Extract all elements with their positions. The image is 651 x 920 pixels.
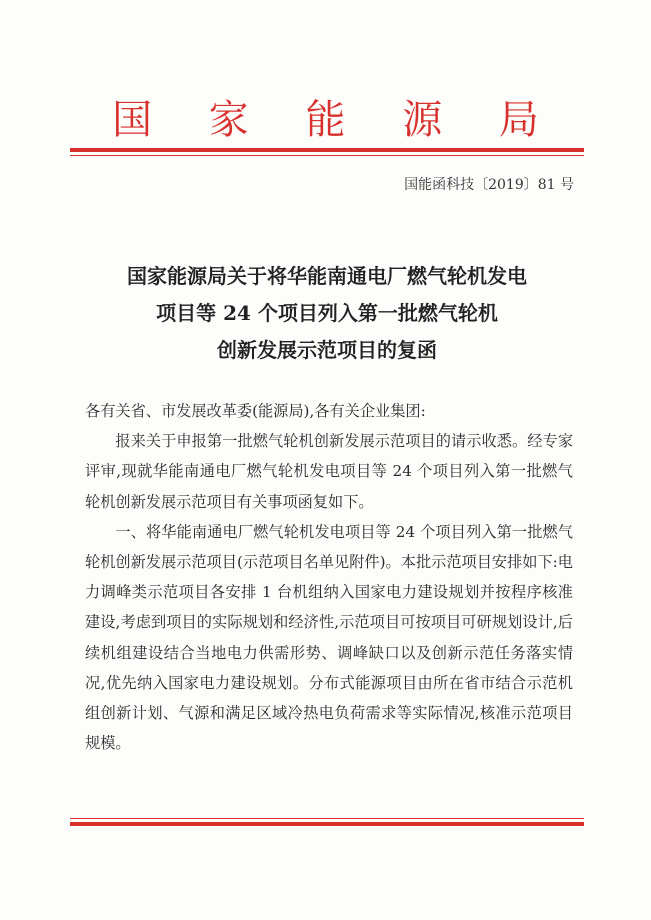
document-title xyxy=(70,258,584,369)
document-number: 国能函科技〔2019〕81 号 xyxy=(404,177,574,193)
letterhead-rule-thick xyxy=(70,148,584,152)
salutation: 各有关省、市发展改革委(能源局),各有关企业集团: xyxy=(85,402,426,420)
title-line: 国家能源局关于将华能南通电厂燃气轮机发电 xyxy=(127,264,527,288)
footer-rule-thick xyxy=(70,822,584,826)
letterhead-rule-thin xyxy=(70,155,584,156)
title-line: 项目等 24 个项目列入第一批燃气轮机 xyxy=(156,301,498,325)
body-paragraph: 报来关于申报第一批燃气轮机创新发展示范项目的请示收悉。经专家评审,现就华能南通电厂燃气轮机发电项目等 24 个项目列入第一批燃气轮机创新发展示范项目有关事项函复如下。 xyxy=(85,432,573,511)
footer-rule-thin xyxy=(70,818,584,819)
letterhead-agency: 国 家 能 源 局 xyxy=(112,97,561,143)
document-body xyxy=(85,396,573,758)
body-paragraph: 一、将华能南通电厂燃气轮机发电项目等 24 个项目列入第一批燃气轮机创新发展示范项目(示范项目名单见附件)。本批示范项目安排如下:电力调峰类示范项目各安排 1 台机组纳入国家电力建设规划并按程序核准建设,考虑到项目的实际规划和经济性,示范项目可按项目可研规划设计,后续机组建设结合当地电力供需形势、调峰缺口以及创新示范任务落实情况,优先纳入国家电力建设规划。分布式能源项目由所在省市结合示范机组创新计划、气源和满足区域冷热电负荷需求等实际情况,核准示范项目规模。 xyxy=(85,522,573,753)
title-line: 创新发展示范项目的复函 xyxy=(217,338,437,362)
